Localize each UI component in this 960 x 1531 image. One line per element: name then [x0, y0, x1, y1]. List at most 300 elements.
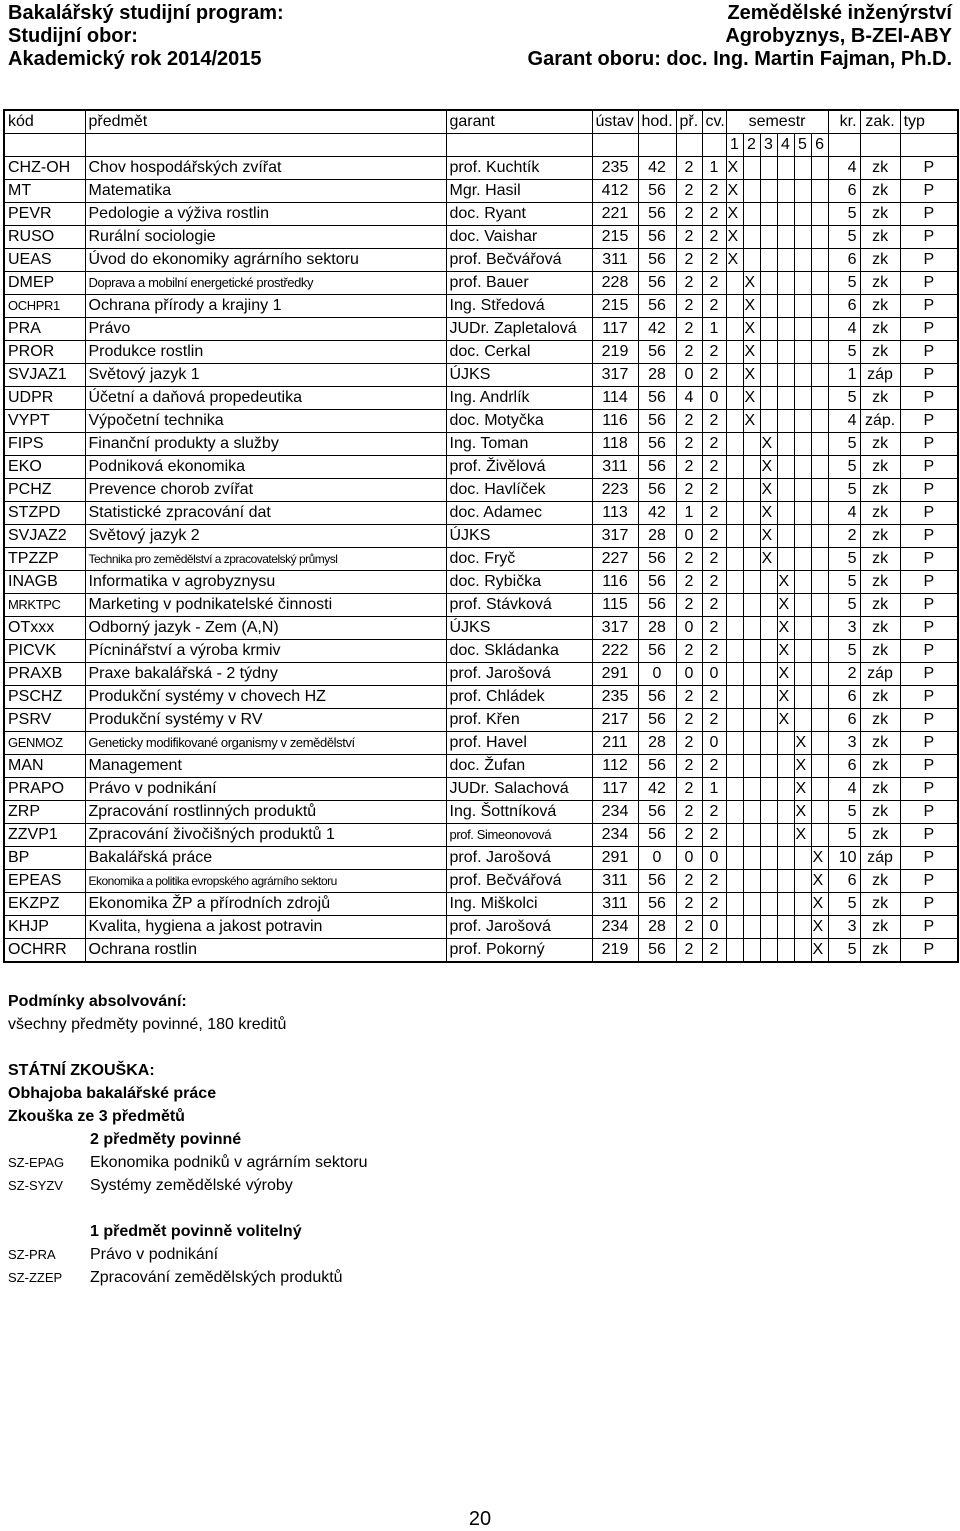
hours: 56 — [638, 456, 676, 479]
course-name: Účetní a daňová propedeutika — [85, 387, 446, 410]
course-code: CHZ-OH — [4, 157, 85, 180]
completion: zk — [860, 571, 900, 594]
institute: 215 — [592, 226, 638, 249]
semester-cell — [794, 203, 811, 226]
credits: 3 — [828, 732, 860, 755]
course-type: P — [900, 755, 958, 778]
institute: 234 — [592, 824, 638, 847]
course-code: SVJAZ1 — [4, 364, 85, 387]
course-guarantor: doc. Motyčka — [446, 410, 592, 433]
course-guarantor: prof. Simeonovová — [446, 824, 592, 847]
semester-cell — [726, 778, 743, 801]
semester-cell — [811, 456, 828, 479]
course-guarantor: doc. Havlíček — [446, 479, 592, 502]
semester-cell — [777, 732, 794, 755]
exercises: 2 — [702, 295, 726, 318]
hours: 56 — [638, 893, 676, 916]
course-type: P — [900, 847, 958, 870]
institute: 114 — [592, 387, 638, 410]
semester-6: 6 — [811, 134, 828, 157]
hours: 56 — [638, 870, 676, 893]
exercises: 2 — [702, 893, 726, 916]
semester-cell — [811, 341, 828, 364]
semester-mark: X — [777, 709, 794, 732]
course-name: Informatika v agrobyznysu — [85, 571, 446, 594]
semester-cell — [794, 893, 811, 916]
semester-cell — [726, 755, 743, 778]
conditions-text: všechny předměty povinné, 180 kreditů — [8, 1016, 287, 1033]
hours: 56 — [638, 249, 676, 272]
semester-mark: X — [760, 502, 777, 525]
institute: 311 — [592, 893, 638, 916]
semester-cell — [743, 479, 760, 502]
semester-cell — [726, 732, 743, 755]
course-code: GENMOZ — [4, 732, 85, 755]
exercises: 2 — [702, 180, 726, 203]
course-code: STZPD — [4, 502, 85, 525]
semester-cell — [777, 180, 794, 203]
credits: 6 — [828, 295, 860, 318]
semester-cell — [726, 893, 743, 916]
course-type: P — [900, 203, 958, 226]
completion: zk — [860, 709, 900, 732]
semester-mark: X — [777, 640, 794, 663]
semester-cell — [760, 847, 777, 870]
lectures: 0 — [676, 847, 702, 870]
semester-cell — [743, 157, 760, 180]
exercises: 2 — [702, 870, 726, 893]
course-code: INAGB — [4, 571, 85, 594]
semester-cell — [794, 295, 811, 318]
completion: zk — [860, 755, 900, 778]
semester-cell — [760, 893, 777, 916]
exercises: 2 — [702, 824, 726, 847]
exam-subjects: Zkouška ze 3 předmětů — [8, 1108, 185, 1125]
semester-cell — [811, 502, 828, 525]
exercises: 2 — [702, 548, 726, 571]
semester-cell — [760, 640, 777, 663]
course-type: P — [900, 456, 958, 479]
course-type: P — [900, 249, 958, 272]
semester-cell — [811, 686, 828, 709]
hours: 56 — [638, 939, 676, 963]
semester-cell — [743, 640, 760, 663]
semester-mark: X — [777, 686, 794, 709]
field-guarantor: Garant oboru: doc. Ing. Martin Fajman, Ph.D. — [527, 48, 952, 70]
semester-cell — [760, 594, 777, 617]
semester-cell — [794, 847, 811, 870]
credits: 2 — [828, 663, 860, 686]
semester-mark: X — [794, 801, 811, 824]
course-name: Právo v podnikání — [85, 778, 446, 801]
table-row — [4, 571, 958, 594]
credits: 5 — [828, 456, 860, 479]
semester-cell — [811, 571, 828, 594]
semester-cell — [794, 709, 811, 732]
exercises: 0 — [702, 387, 726, 410]
table-row — [4, 548, 958, 571]
lectures: 1 — [676, 502, 702, 525]
table-row — [4, 732, 958, 755]
exercises: 2 — [702, 594, 726, 617]
semester-mark: X — [760, 525, 777, 548]
course-type: P — [900, 479, 958, 502]
semester-cell — [726, 295, 743, 318]
semester-mark: X — [760, 433, 777, 456]
col-zak: zak. — [860, 110, 900, 134]
semester-cell — [794, 502, 811, 525]
course-name: Ochrana přírody a krajiny 1 — [85, 295, 446, 318]
institute: 117 — [592, 778, 638, 801]
semester-cell — [811, 203, 828, 226]
course-guarantor: ÚJKS — [446, 617, 592, 640]
course-code: MRKTPC — [4, 594, 85, 617]
course-code: VYPT — [4, 410, 85, 433]
course-code: PSRV — [4, 709, 85, 732]
lectures: 2 — [676, 824, 702, 847]
completion: zk — [860, 870, 900, 893]
completion: zk — [860, 732, 900, 755]
hours: 56 — [638, 272, 676, 295]
semester-cell — [794, 433, 811, 456]
table-header-row — [4, 110, 958, 134]
col-hod: hod. — [638, 110, 676, 134]
table-row — [4, 226, 958, 249]
exercises: 2 — [702, 364, 726, 387]
hours: 56 — [638, 801, 676, 824]
semester-cell — [811, 157, 828, 180]
hours: 56 — [638, 410, 676, 433]
credits: 5 — [828, 640, 860, 663]
semester-5: 5 — [794, 134, 811, 157]
semester-mark: X — [794, 732, 811, 755]
course-code: PEVR — [4, 203, 85, 226]
col-semestr: semestr — [726, 110, 828, 134]
course-type: P — [900, 824, 958, 847]
exercises: 1 — [702, 778, 726, 801]
semester-cell — [743, 617, 760, 640]
semester-2: 2 — [743, 134, 760, 157]
exercises: 0 — [702, 732, 726, 755]
semester-cell — [726, 916, 743, 939]
semester-cell — [811, 778, 828, 801]
exam-elective-title: 1 předmět povinně volitelný — [90, 1223, 302, 1240]
col-kod: kód — [4, 110, 85, 134]
table-row — [4, 456, 958, 479]
semester-cell — [760, 824, 777, 847]
semester-cell — [794, 387, 811, 410]
exercises: 2 — [702, 709, 726, 732]
semester-cell — [811, 732, 828, 755]
semester-cell — [811, 318, 828, 341]
course-guarantor: ÚJKS — [446, 525, 592, 548]
completion: zk — [860, 525, 900, 548]
semester-cell — [794, 180, 811, 203]
course-code: PROR — [4, 341, 85, 364]
hours: 56 — [638, 548, 676, 571]
semester-mark: X — [794, 824, 811, 847]
header-right — [528, 2, 952, 71]
semester-cell — [760, 686, 777, 709]
course-type: P — [900, 410, 958, 433]
semester-cell — [760, 709, 777, 732]
course-guarantor: doc. Rybička — [446, 571, 592, 594]
hours: 0 — [638, 663, 676, 686]
course-code: MAN — [4, 755, 85, 778]
course-guarantor: doc. Cerkal — [446, 341, 592, 364]
semester-cell — [794, 594, 811, 617]
exercises: 2 — [702, 341, 726, 364]
course-guarantor: prof. Křen — [446, 709, 592, 732]
semester-cell — [777, 203, 794, 226]
table-row — [4, 916, 958, 939]
course-name: Marketing v podnikatelské činnosti — [85, 594, 446, 617]
course-name: Ekonomika ŽP a přírodních zdrojů — [85, 893, 446, 916]
course-name: Produkce rostlin — [85, 341, 446, 364]
semester-cell — [726, 548, 743, 571]
hours: 56 — [638, 571, 676, 594]
credits: 4 — [828, 410, 860, 433]
institute: 116 — [592, 571, 638, 594]
completion: zk — [860, 939, 900, 963]
course-name: Geneticky modifikované organismy v zemědělství — [85, 732, 446, 755]
semester-cell — [726, 617, 743, 640]
exercises: 2 — [702, 249, 726, 272]
hours: 56 — [638, 433, 676, 456]
course-type: P — [900, 617, 958, 640]
institute: 221 — [592, 203, 638, 226]
completion: zk — [860, 548, 900, 571]
semester-cell — [743, 916, 760, 939]
course-name: Produkční systémy v chovech HZ — [85, 686, 446, 709]
semester-cell — [760, 755, 777, 778]
semester-cell — [726, 456, 743, 479]
semester-cell — [794, 249, 811, 272]
table-row — [4, 939, 958, 963]
semester-cell — [726, 364, 743, 387]
course-code: BP — [4, 847, 85, 870]
table-row — [4, 157, 958, 180]
semester-cell — [743, 778, 760, 801]
semester-cell — [726, 479, 743, 502]
completion: záp. — [860, 410, 900, 433]
completion: zk — [860, 801, 900, 824]
table-row — [4, 410, 958, 433]
semester-cell — [777, 870, 794, 893]
course-type: P — [900, 663, 958, 686]
semester-cell — [726, 594, 743, 617]
semester-cell — [743, 180, 760, 203]
completion: zk — [860, 341, 900, 364]
completion: zk — [860, 686, 900, 709]
course-guarantor: prof. Havel — [446, 732, 592, 755]
semester-mark: X — [743, 387, 760, 410]
course-guarantor: prof. Kuchtík — [446, 157, 592, 180]
completion: zk — [860, 318, 900, 341]
hours: 56 — [638, 180, 676, 203]
course-name: Výpočetní technika — [85, 410, 446, 433]
semester-cell — [777, 272, 794, 295]
table-row — [4, 663, 958, 686]
completion: zk — [860, 916, 900, 939]
semester-cell — [743, 870, 760, 893]
course-type: P — [900, 548, 958, 571]
semester-cell — [794, 341, 811, 364]
hours: 56 — [638, 295, 676, 318]
semester-cell — [811, 617, 828, 640]
course-code: MT — [4, 180, 85, 203]
course-guarantor: prof. Jarošová — [446, 847, 592, 870]
course-code: UDPR — [4, 387, 85, 410]
course-code: OCHRR — [4, 939, 85, 963]
table-row — [4, 341, 958, 364]
semester-cell — [760, 203, 777, 226]
table-row — [4, 433, 958, 456]
semester-cell — [794, 479, 811, 502]
semester-cell — [760, 571, 777, 594]
course-guarantor: prof. Živělová — [446, 456, 592, 479]
semester-cell — [777, 548, 794, 571]
lectures: 2 — [676, 295, 702, 318]
lectures: 2 — [676, 272, 702, 295]
credits: 6 — [828, 180, 860, 203]
semester-cell — [743, 594, 760, 617]
course-code: PICVK — [4, 640, 85, 663]
course-code: EKO — [4, 456, 85, 479]
course-name: Pícninářství a výroba krmiv — [85, 640, 446, 663]
hours: 56 — [638, 755, 676, 778]
exam-defense: Obhajoba bakalářské práce — [8, 1085, 217, 1102]
lectures: 4 — [676, 387, 702, 410]
lectures: 2 — [676, 433, 702, 456]
lectures: 2 — [676, 686, 702, 709]
semester-mark: X — [726, 180, 743, 203]
credits: 6 — [828, 755, 860, 778]
hours: 56 — [638, 709, 676, 732]
course-name: Doprava a mobilní energetické prostředky — [85, 272, 446, 295]
hours: 42 — [638, 157, 676, 180]
institute: 219 — [592, 939, 638, 963]
semester-cell — [726, 824, 743, 847]
semester-cell — [743, 686, 760, 709]
semester-cell — [794, 525, 811, 548]
hours: 56 — [638, 341, 676, 364]
course-type: P — [900, 640, 958, 663]
semester-cell — [726, 663, 743, 686]
semester-cell — [777, 824, 794, 847]
course-code: OCHPR1 — [4, 295, 85, 318]
semester-cell — [743, 249, 760, 272]
lectures: 0 — [676, 525, 702, 548]
table-row — [4, 870, 958, 893]
exam-mandatory-item: SZ-SYZV Systémy zemědělské výroby — [8, 1177, 293, 1194]
course-type: P — [900, 916, 958, 939]
institute: 317 — [592, 617, 638, 640]
semester-cell — [743, 939, 760, 963]
credits: 5 — [828, 341, 860, 364]
lectures: 2 — [676, 893, 702, 916]
course-type: P — [900, 272, 958, 295]
table-row — [4, 318, 958, 341]
lectures: 2 — [676, 870, 702, 893]
course-name: Technika pro zemědělství a zpracovatelský průmysl — [85, 548, 446, 571]
institute: 215 — [592, 295, 638, 318]
hours: 56 — [638, 640, 676, 663]
semester-cell — [760, 732, 777, 755]
institute: 234 — [592, 801, 638, 824]
semester-cell — [794, 870, 811, 893]
semester-cell — [777, 226, 794, 249]
institute: 317 — [592, 364, 638, 387]
col-cv: cv. — [702, 110, 726, 134]
lectures: 2 — [676, 318, 702, 341]
hours: 42 — [638, 318, 676, 341]
hours: 42 — [638, 778, 676, 801]
exercises: 2 — [702, 410, 726, 433]
course-type: P — [900, 180, 958, 203]
semester-mark: X — [811, 847, 828, 870]
semester-cell — [811, 226, 828, 249]
semester-cell — [760, 295, 777, 318]
semester-cell — [760, 180, 777, 203]
semester-cell — [777, 410, 794, 433]
credits: 4 — [828, 318, 860, 341]
credits: 4 — [828, 502, 860, 525]
hours: 28 — [638, 617, 676, 640]
course-type: P — [900, 870, 958, 893]
course-guarantor: Mgr. Hasil — [446, 180, 592, 203]
course-type: P — [900, 502, 958, 525]
exercises: 2 — [702, 203, 726, 226]
credits: 5 — [828, 594, 860, 617]
semester-cell — [743, 433, 760, 456]
course-guarantor: doc. Fryč — [446, 548, 592, 571]
semester-mark: X — [811, 939, 828, 963]
institute: 412 — [592, 180, 638, 203]
semester-cell — [726, 502, 743, 525]
course-code: PSCHZ — [4, 686, 85, 709]
completion: zk — [860, 249, 900, 272]
hours: 56 — [638, 824, 676, 847]
course-name: Ochrana rostlin — [85, 939, 446, 963]
hours: 0 — [638, 847, 676, 870]
semester-cell — [811, 548, 828, 571]
course-type: P — [900, 686, 958, 709]
hours: 42 — [638, 502, 676, 525]
completion: zk — [860, 824, 900, 847]
semester-cell — [743, 847, 760, 870]
completion: zk — [860, 387, 900, 410]
course-name: Světový jazyk 2 — [85, 525, 446, 548]
course-guarantor: Ing. Toman — [446, 433, 592, 456]
exercises: 1 — [702, 318, 726, 341]
course-type: P — [900, 226, 958, 249]
course-name: Ekonomika a politika evropského agrárního sektoru — [85, 870, 446, 893]
completion: zk — [860, 295, 900, 318]
semester-cell — [726, 318, 743, 341]
table-row — [4, 709, 958, 732]
exercises: 2 — [702, 686, 726, 709]
semester-mark: X — [726, 203, 743, 226]
completion: záp — [860, 847, 900, 870]
semester-cell — [777, 755, 794, 778]
course-code: DMEP — [4, 272, 85, 295]
semester-cell — [760, 249, 777, 272]
institute: 291 — [592, 847, 638, 870]
header-left — [8, 2, 284, 71]
table-row — [4, 893, 958, 916]
completion: zk — [860, 157, 900, 180]
